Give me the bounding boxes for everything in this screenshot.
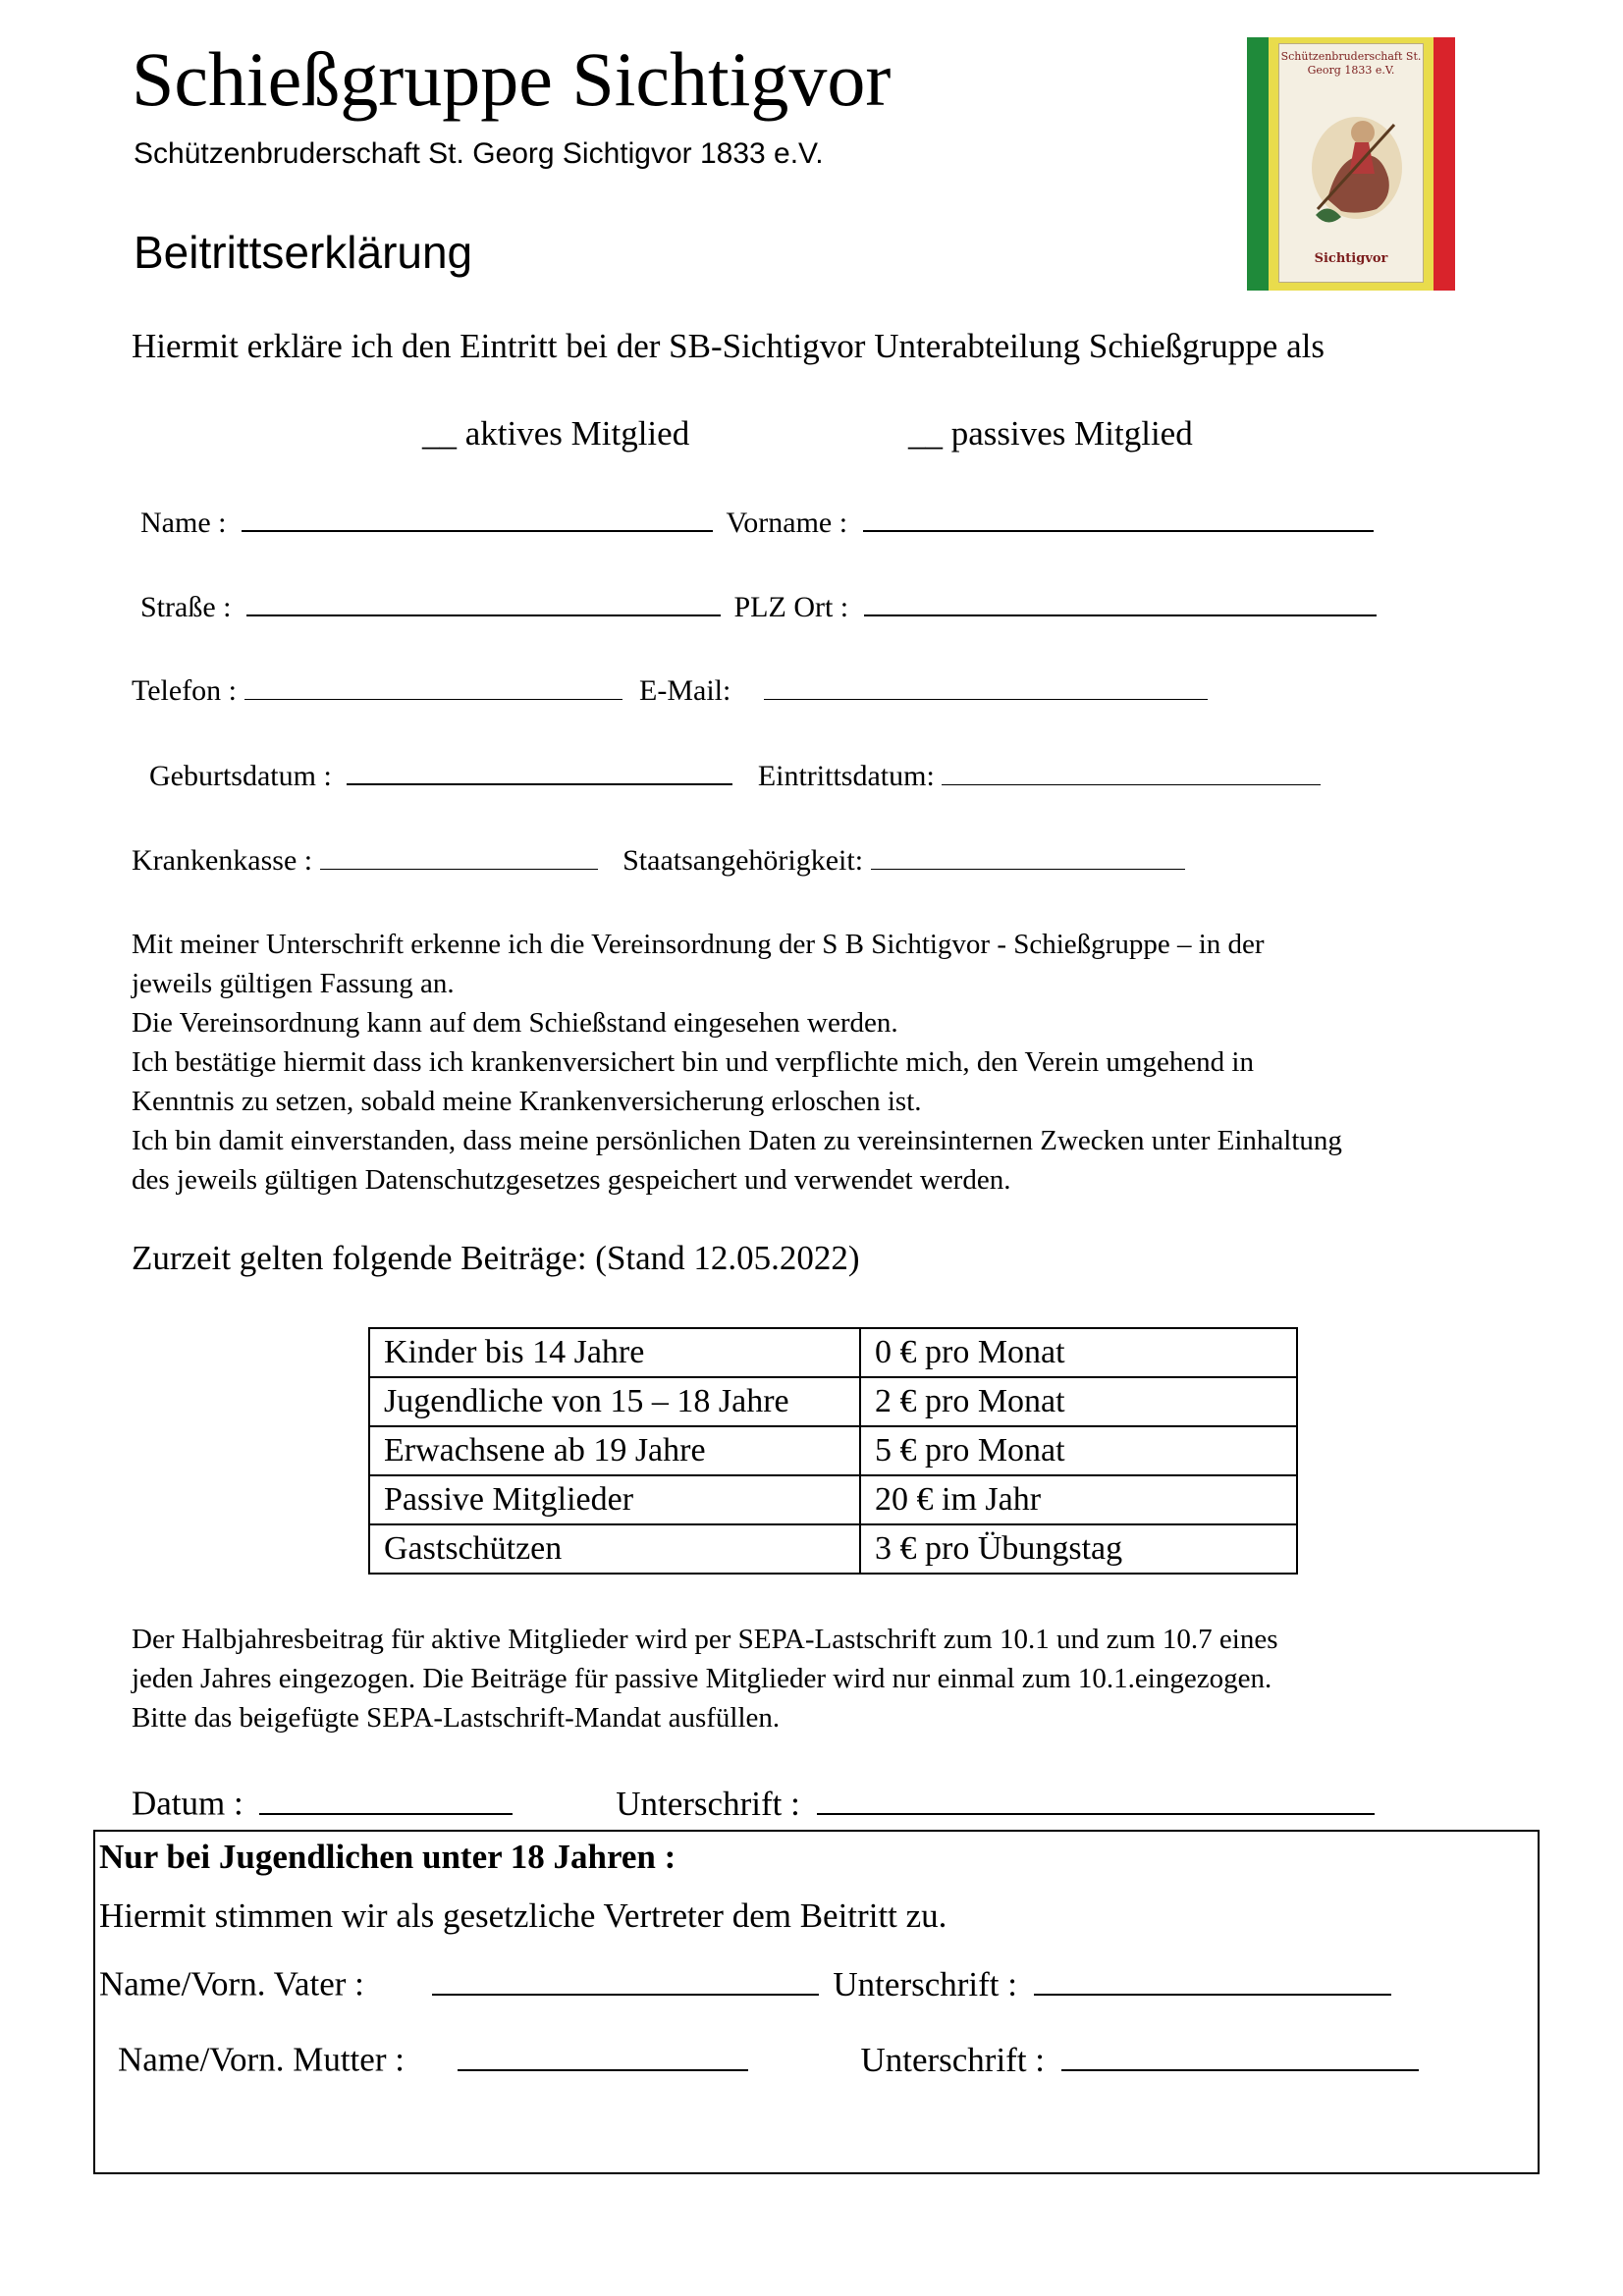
fee-amount-cell: 2 € pro Monat: [860, 1377, 1297, 1426]
fee-group-cell: Gastschützen: [369, 1524, 860, 1574]
datum-field[interactable]: [259, 1782, 513, 1815]
table-row: [369, 1328, 1297, 1377]
youth-heading: Nur bei Jugendlichen unter 18 Jahren :: [99, 1838, 676, 1876]
paragraph-line: jeweils gültigen Fassung an.: [132, 968, 455, 999]
mother-signature-field[interactable]: [1061, 2038, 1419, 2071]
intro-statement: Hiermit erkläre ich den Eintritt bei der SB-Sichtigvor Unterabteilung Schießgruppe als: [132, 327, 1325, 365]
father-signature-label: Unterschrift :: [833, 1964, 1017, 2003]
father-signature-field[interactable]: [1034, 1962, 1391, 1996]
fee-note-line: jeden Jahres eingezogen. Die Beiträge für passive Mitglieder wird nur einmal zum 10.1.eingezogen.: [132, 1663, 1272, 1694]
father-name-field[interactable]: [432, 1962, 819, 1996]
address-row: [140, 588, 1377, 624]
paragraph-line: Kenntnis zu setzen, sobald meine Krankenversicherung erloschen ist.: [132, 1086, 922, 1117]
logo-bottom-text: Sichtigvor: [1314, 251, 1388, 266]
fees-heading: Zurzeit gelten folgende Beiträge: (Stand 12.05.2022): [132, 1239, 860, 1277]
vorname-label: Vorname :: [726, 507, 848, 539]
fee-amount-cell: 3 € pro Übungstag: [860, 1524, 1297, 1574]
telefon-field[interactable]: [244, 672, 622, 700]
fee-note-line: Bitte das beigefügte SEPA-Lastschrift-Mandat ausfüllen.: [132, 1702, 781, 1734]
fees-table: [368, 1327, 1298, 1575]
plz-ort-label: PLZ Ort :: [733, 591, 849, 623]
father-row: [99, 1962, 1391, 2004]
mother-name-field[interactable]: [458, 2038, 748, 2071]
krankenkasse-field[interactable]: [320, 842, 598, 870]
fee-group-cell: Jugendliche von 15 – 18 Jahre: [369, 1377, 860, 1426]
logo-card: [1278, 43, 1424, 283]
organization-title: Schießgruppe Sichtigvor: [132, 36, 892, 122]
insurance-row: [132, 842, 1185, 878]
fee-amount-cell: 20 € im Jahr: [860, 1475, 1297, 1524]
name-field[interactable]: [242, 504, 713, 532]
unterschrift-label: Unterschrift :: [616, 1784, 800, 1823]
geburtsdatum-label: Geburtsdatum :: [149, 760, 332, 792]
paragraph-line: Mit meiner Unterschrift erkenne ich die Vereinsordnung der S B Sichtigvor - Schießgruppe – in der: [132, 929, 1265, 960]
logo-green-stripe: [1247, 37, 1269, 291]
unterschrift-field[interactable]: [817, 1782, 1375, 1815]
mother-row: [118, 2038, 1419, 2080]
table-row: [369, 1524, 1297, 1574]
fee-group-cell: Kinder bis 14 Jahre: [369, 1328, 860, 1377]
krankenkasse-label: Krankenkasse :: [132, 844, 313, 877]
table-row: [369, 1377, 1297, 1426]
youth-consent-text: Hiermit stimmen wir als gesetzliche Vertreter dem Beitritt zu.: [99, 1896, 947, 1935]
staatsangehoerigkeit-label: Staatsangehörigkeit:: [622, 844, 864, 877]
paragraph-line: Ich bestätige hiermit dass ich krankenversichert bin und verpflichte mich, den Verein umgehend in: [132, 1046, 1254, 1078]
mother-signature-label: Unterschrift :: [860, 2040, 1046, 2079]
fee-note: [132, 1620, 1278, 1737]
telefon-label: Telefon :: [132, 674, 238, 707]
logo-top-text: Schützenbruderschaft St. Georg 1833 e.V.: [1280, 50, 1422, 77]
youth-consent-box: [93, 1830, 1540, 2174]
mother-label: Name/Vorn. Mutter :: [118, 2040, 405, 2079]
email-field[interactable]: [764, 672, 1208, 700]
organization-subtitle: Schützenbruderschaft St. Georg Sichtigvor 1833 e.V.: [134, 137, 824, 170]
name-row: [140, 504, 1374, 540]
fee-note-line: Der Halbjahresbeitrag für aktive Mitglieder wird per SEPA-Lastschrift zum 10.1 und zum 10.7 eines: [132, 1624, 1278, 1655]
table-row: [369, 1475, 1297, 1524]
eintrittsdatum-label: Eintrittsdatum:: [757, 760, 935, 792]
name-label: Name :: [140, 507, 227, 539]
declaration-paragraph: [132, 925, 1545, 1200]
paragraph-line: Ich bin damit einverstanden, dass meine persönlichen Daten zu vereinsinternen Zwecken unter Einhaltung: [132, 1125, 1342, 1156]
vorname-field[interactable]: [863, 504, 1374, 532]
geburtsdatum-field[interactable]: [347, 757, 732, 785]
fee-group-cell: Erwachsene ab 19 Jahre: [369, 1426, 860, 1475]
fee-group-cell: Passive Mitglieder: [369, 1475, 860, 1524]
staatsangehoerigkeit-field[interactable]: [871, 842, 1185, 870]
paragraph-line: des jeweils gültigen Datenschutzgesetzes gespeichert und verwendet werden.: [132, 1164, 1011, 1196]
datum-label: Datum :: [132, 1784, 243, 1823]
option-passive-member[interactable]: __ passives Mitglied: [908, 414, 1193, 453]
club-logo: [1247, 37, 1455, 291]
paragraph-line: Die Vereinsordnung kann auf dem Schießstand eingesehen werden.: [132, 1007, 898, 1039]
plz-ort-field[interactable]: [864, 588, 1377, 616]
saint-george-emblem-icon: [1298, 91, 1416, 239]
dates-row: [149, 757, 1321, 793]
signature-row: [132, 1782, 1375, 1824]
email-label: E-Mail:: [639, 674, 731, 707]
logo-yellow-stripe: [1269, 37, 1434, 291]
option-active-member[interactable]: __ aktives Mitglied: [422, 414, 690, 453]
logo-red-stripe: [1434, 37, 1455, 291]
table-row: [369, 1426, 1297, 1475]
strasse-label: Straße :: [140, 591, 232, 623]
fee-amount-cell: 5 € pro Monat: [860, 1426, 1297, 1475]
father-label: Name/Vorn. Vater :: [99, 1964, 364, 2003]
fee-amount-cell: 0 € pro Monat: [860, 1328, 1297, 1377]
contact-row: [132, 672, 1208, 708]
eintrittsdatum-field[interactable]: [942, 758, 1321, 785]
strasse-field[interactable]: [246, 588, 721, 616]
document-heading: Beitrittserklärung: [134, 227, 473, 278]
